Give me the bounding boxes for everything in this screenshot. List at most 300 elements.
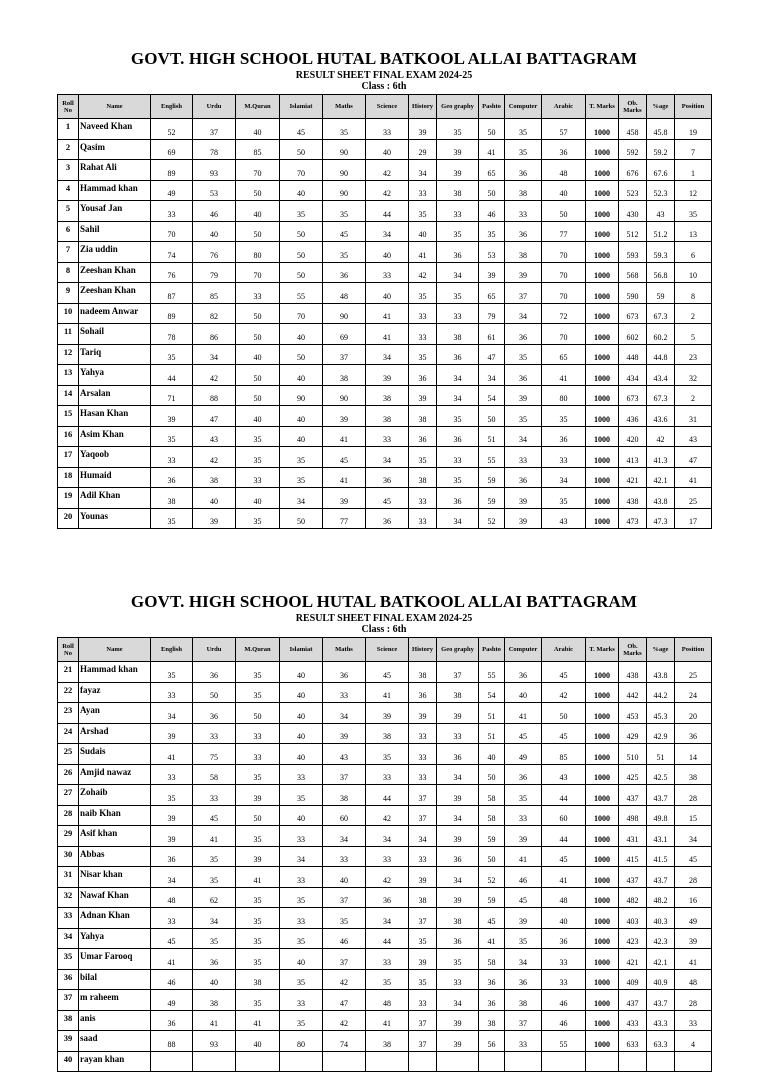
table-row (58, 846, 712, 867)
cell-urdu: 36 (193, 949, 236, 970)
cell-name: Yousaf Jan (79, 201, 151, 222)
cell-m-quran: 35 (236, 662, 280, 683)
cell-m-quran: 40 (236, 1031, 280, 1052)
cell-m-quran: 35 (236, 908, 280, 929)
cell-name: Asim Khan (79, 426, 151, 447)
cell-history: 34 (409, 826, 437, 847)
cell-urdu: 36 (193, 662, 236, 683)
cell-geography: 37 (437, 662, 479, 683)
cell-maths: 35 (323, 908, 366, 929)
cell-name: Sohail (79, 324, 151, 345)
cell-english: 35 (151, 785, 193, 806)
cell-name: Umar Farooq (79, 949, 151, 970)
cell-maths: 45 (323, 447, 366, 468)
cell-percentage: 43.4 (647, 365, 675, 386)
cell-urdu: 35 (193, 928, 236, 949)
cell-arabic: 45 (542, 723, 586, 744)
cell-computer: 35 (505, 139, 542, 160)
cell-computer: 35 (505, 928, 542, 949)
cell-science: 42 (366, 160, 409, 181)
cell-science: 33 (366, 262, 409, 283)
cell-computer: 39 (505, 826, 542, 847)
cell-obtained-marks: 431 (619, 826, 647, 847)
cell-total-marks: 1000 (586, 1010, 619, 1031)
col-header-m-quran: M.Quran (236, 95, 280, 119)
table-row (58, 826, 712, 847)
school-title: GOVT. HIGH SCHOOL HUTAL BATKOOL ALLAI BATTAGRAM (130, 592, 638, 611)
cell-arabic: 72 (542, 303, 586, 324)
cell-geography: 35 (437, 949, 479, 970)
cell-science: 33 (366, 846, 409, 867)
cell-name: m raheem (79, 990, 151, 1011)
cell-percentage: 43.6 (647, 406, 675, 427)
cell-position: 8 (675, 283, 712, 304)
cell-arabic: 70 (542, 324, 586, 345)
cell-arabic: 65 (542, 344, 586, 365)
table-row (58, 324, 712, 345)
cell-urdu: 42 (193, 365, 236, 386)
cell-arabic: 43 (542, 764, 586, 785)
cell-computer: 45 (505, 723, 542, 744)
cell-position: 41 (675, 467, 712, 488)
cell-urdu: 39 (193, 508, 236, 529)
cell-geography: 35 (437, 221, 479, 242)
cell-english: 39 (151, 723, 193, 744)
cell-obtained-marks: 453 (619, 703, 647, 724)
cell-english: 36 (151, 846, 193, 867)
cell-islamiat: 40 (280, 949, 323, 970)
cell-percentage: 43.1 (647, 826, 675, 847)
cell-position: 49 (675, 908, 712, 929)
result-sheet-1 (0, 48, 768, 526)
cell-arabic: 35 (542, 488, 586, 509)
cell-percentage: 47.3 (647, 508, 675, 529)
cell-m-quran: 38 (236, 969, 280, 990)
cell-english: 89 (151, 303, 193, 324)
cell-percentage: 40.9 (647, 969, 675, 990)
cell-science: 45 (366, 662, 409, 683)
cell-english: 87 (151, 283, 193, 304)
cell-computer: 39 (505, 908, 542, 929)
col-header-total-marks: T. Marks (586, 95, 619, 119)
cell-urdu: 79 (193, 262, 236, 283)
table-row (58, 303, 712, 324)
cell-geography: 34 (437, 365, 479, 386)
cell-pashto: 50 (479, 180, 505, 201)
cell-total-marks (586, 1051, 619, 1072)
cell-name: Arshad (79, 723, 151, 744)
table-row (58, 283, 712, 304)
cell-islamiat: 50 (280, 344, 323, 365)
cell-urdu: 42 (193, 447, 236, 468)
cell-science: 34 (366, 221, 409, 242)
cell-science: 34 (366, 826, 409, 847)
cell-english: 33 (151, 447, 193, 468)
cell-percentage: 59.2 (647, 139, 675, 160)
cell-obtained-marks: 403 (619, 908, 647, 929)
col-header-history: History (409, 95, 437, 119)
cell-position: 48 (675, 969, 712, 990)
cell-computer: 34 (505, 303, 542, 324)
cell-position: 38 (675, 764, 712, 785)
cell-total-marks: 1000 (586, 201, 619, 222)
cell-percentage: 42.1 (647, 467, 675, 488)
cell-name: Tariq (79, 344, 151, 365)
cell-maths: 37 (323, 344, 366, 365)
cell-history: 38 (409, 467, 437, 488)
cell-pashto: 58 (479, 949, 505, 970)
cell-geography: 33 (437, 303, 479, 324)
cell-total-marks: 1000 (586, 826, 619, 847)
cell-name: Rahat Ali (79, 160, 151, 181)
cell-maths: 35 (323, 119, 366, 140)
cell-total-marks: 1000 (586, 447, 619, 468)
cell-name: Hammad khan (79, 180, 151, 201)
cell-arabic: 50 (542, 201, 586, 222)
cell-name: Sahil (79, 221, 151, 242)
col-header-maths: Maths (323, 95, 366, 119)
cell-total-marks: 1000 (586, 119, 619, 140)
cell-computer: 34 (505, 426, 542, 447)
cell-maths: 46 (323, 928, 366, 949)
cell-roll-no: 15 (58, 406, 79, 427)
cell-arabic: 36 (542, 139, 586, 160)
cell-urdu: 78 (193, 139, 236, 160)
cell-name: Yahya (79, 928, 151, 949)
cell-name: Sudais (79, 744, 151, 765)
cell-history: 33 (409, 990, 437, 1011)
cell-roll-no: 9 (58, 283, 79, 304)
cell-roll-no: 8 (58, 262, 79, 283)
cell-arabic: 70 (542, 242, 586, 263)
table-row (58, 447, 712, 468)
cell-history: 40 (409, 221, 437, 242)
cell-name: Hasan Khan (79, 406, 151, 427)
cell-computer: 36 (505, 969, 542, 990)
cell-name: Nawaf Khan (79, 887, 151, 908)
cell-m-quran: 35 (236, 682, 280, 703)
cell-name: Zeeshan Khan (79, 262, 151, 283)
cell-position: 36 (675, 723, 712, 744)
cell-total-marks: 1000 (586, 969, 619, 990)
cell-islamiat: 80 (280, 1031, 323, 1052)
cell-maths: 33 (323, 682, 366, 703)
cell-arabic: 34 (542, 467, 586, 488)
col-header-percentage: %age (647, 638, 675, 662)
cell-total-marks: 1000 (586, 365, 619, 386)
cell-pashto: 40 (479, 744, 505, 765)
result-table (57, 94, 712, 529)
table-row (58, 365, 712, 386)
cell-history (409, 1051, 437, 1072)
cell-maths: 39 (323, 406, 366, 427)
cell-computer: 36 (505, 221, 542, 242)
cell-total-marks: 1000 (586, 406, 619, 427)
cell-m-quran: 40 (236, 119, 280, 140)
cell-computer: 37 (505, 283, 542, 304)
cell-science: 34 (366, 447, 409, 468)
cell-islamiat: 40 (280, 406, 323, 427)
cell-position: 45 (675, 846, 712, 867)
cell-maths: 36 (323, 662, 366, 683)
cell-computer: 35 (505, 785, 542, 806)
table-row (58, 682, 712, 703)
cell-total-marks: 1000 (586, 887, 619, 908)
cell-name: saad (79, 1031, 151, 1052)
cell-total-marks: 1000 (586, 662, 619, 683)
cell-geography: 35 (437, 406, 479, 427)
cell-roll-no: 11 (58, 324, 79, 345)
cell-obtained-marks: 425 (619, 764, 647, 785)
cell-english: 46 (151, 969, 193, 990)
cell-m-quran: 50 (236, 703, 280, 724)
cell-geography: 39 (437, 703, 479, 724)
cell-percentage: 56.8 (647, 262, 675, 283)
cell-science: 38 (366, 406, 409, 427)
cell-obtained-marks: 676 (619, 160, 647, 181)
col-header-computer: Computer (505, 95, 542, 119)
cell-pashto: 59 (479, 488, 505, 509)
cell-english: 39 (151, 406, 193, 427)
cell-islamiat: 40 (280, 662, 323, 683)
cell-arabic: 48 (542, 160, 586, 181)
cell-arabic: 36 (542, 928, 586, 949)
cell-position: 10 (675, 262, 712, 283)
cell-english: 39 (151, 826, 193, 847)
cell-pashto: 51 (479, 723, 505, 744)
cell-islamiat: 40 (280, 426, 323, 447)
cell-islamiat: 33 (280, 908, 323, 929)
cell-total-marks: 1000 (586, 180, 619, 201)
cell-total-marks: 1000 (586, 344, 619, 365)
col-header-english: English (151, 638, 193, 662)
cell-name: anis (79, 1010, 151, 1031)
cell-percentage: 44.8 (647, 344, 675, 365)
cell-arabic: 46 (542, 1010, 586, 1031)
cell-history: 37 (409, 1031, 437, 1052)
cell-urdu: 88 (193, 385, 236, 406)
cell-computer: 35 (505, 119, 542, 140)
cell-percentage: 43.7 (647, 785, 675, 806)
cell-obtained-marks: 602 (619, 324, 647, 345)
cell-name: Asif khan (79, 826, 151, 847)
cell-urdu (193, 1051, 236, 1072)
cell-percentage: 49.8 (647, 805, 675, 826)
cell-roll-no: 36 (58, 969, 79, 990)
cell-history: 33 (409, 723, 437, 744)
table-row (58, 744, 712, 765)
col-header-obtained-marks: Ob. Marks (619, 638, 647, 662)
cell-total-marks: 1000 (586, 303, 619, 324)
cell-computer: 35 (505, 344, 542, 365)
cell-urdu: 35 (193, 867, 236, 888)
cell-arabic: 60 (542, 805, 586, 826)
cell-computer: 33 (505, 201, 542, 222)
table-row (58, 662, 712, 683)
cell-total-marks: 1000 (586, 846, 619, 867)
cell-islamiat: 40 (280, 703, 323, 724)
cell-islamiat: 35 (280, 928, 323, 949)
cell-roll-no: 18 (58, 467, 79, 488)
cell-islamiat: 35 (280, 785, 323, 806)
cell-arabic: 50 (542, 703, 586, 724)
cell-geography: 36 (437, 344, 479, 365)
cell-history: 38 (409, 406, 437, 427)
cell-geography: 38 (437, 324, 479, 345)
cell-m-quran: 33 (236, 744, 280, 765)
cell-obtained-marks (619, 1051, 647, 1072)
cell-position: 15 (675, 805, 712, 826)
cell-geography: 34 (437, 867, 479, 888)
cell-arabic: 40 (542, 180, 586, 201)
cell-name: Qasim (79, 139, 151, 160)
cell-islamiat: 55 (280, 283, 323, 304)
cell-urdu: 40 (193, 488, 236, 509)
table-row (58, 1010, 712, 1031)
cell-urdu: 33 (193, 723, 236, 744)
cell-name: Adil Khan (79, 488, 151, 509)
cell-total-marks: 1000 (586, 488, 619, 509)
table-row (58, 908, 712, 929)
cell-m-quran: 41 (236, 867, 280, 888)
cell-arabic: 77 (542, 221, 586, 242)
cell-english: 34 (151, 703, 193, 724)
cell-science: 35 (366, 969, 409, 990)
cell-geography: 33 (437, 447, 479, 468)
cell-percentage: 42.3 (647, 928, 675, 949)
cell-urdu: 45 (193, 805, 236, 826)
cell-position: 24 (675, 682, 712, 703)
cell-total-marks: 1000 (586, 221, 619, 242)
cell-obtained-marks: 512 (619, 221, 647, 242)
cell-history: 33 (409, 180, 437, 201)
col-header-arabic: Arabic (542, 95, 586, 119)
cell-science: 44 (366, 785, 409, 806)
cell-roll-no: 14 (58, 385, 79, 406)
table-row (58, 990, 712, 1011)
cell-history: 34 (409, 160, 437, 181)
cell-percentage: 43.7 (647, 990, 675, 1011)
cell-obtained-marks: 592 (619, 139, 647, 160)
cell-pashto: 41 (479, 928, 505, 949)
cell-geography: 36 (437, 846, 479, 867)
cell-percentage: 43.3 (647, 1010, 675, 1031)
cell-percentage: 59.3 (647, 242, 675, 263)
cell-english: 70 (151, 221, 193, 242)
cell-position: 19 (675, 119, 712, 140)
cell-obtained-marks: 590 (619, 283, 647, 304)
cell-obtained-marks: 442 (619, 682, 647, 703)
cell-islamiat: 35 (280, 1010, 323, 1031)
cell-position: 28 (675, 785, 712, 806)
cell-computer: 38 (505, 990, 542, 1011)
cell-science: 35 (366, 744, 409, 765)
cell-history: 33 (409, 508, 437, 529)
cell-name: fayaz (79, 682, 151, 703)
cell-position: 14 (675, 744, 712, 765)
cell-obtained-marks: 473 (619, 508, 647, 529)
cell-name: Arsalan (79, 385, 151, 406)
cell-computer: 39 (505, 262, 542, 283)
cell-total-marks: 1000 (586, 1031, 619, 1052)
exam-subtitle: RESULT SHEET FINAL EXAM 2024-25 (295, 70, 473, 81)
cell-maths: 36 (323, 262, 366, 283)
cell-islamiat: 35 (280, 467, 323, 488)
cell-history: 33 (409, 324, 437, 345)
cell-science: 42 (366, 180, 409, 201)
table-row (58, 508, 712, 529)
cell-m-quran: 35 (236, 447, 280, 468)
cell-roll-no: 12 (58, 344, 79, 365)
cell-pashto: 54 (479, 385, 505, 406)
cell-percentage: 45.3 (647, 703, 675, 724)
cell-history: 39 (409, 949, 437, 970)
cell-roll-no: 19 (58, 488, 79, 509)
table-row (58, 406, 712, 427)
cell-roll-no: 24 (58, 723, 79, 744)
cell-position: 32 (675, 365, 712, 386)
cell-geography: 39 (437, 785, 479, 806)
cell-maths: 41 (323, 467, 366, 488)
cell-percentage: 42 (647, 426, 675, 447)
cell-percentage: 59 (647, 283, 675, 304)
cell-maths: 38 (323, 785, 366, 806)
cell-maths: 90 (323, 385, 366, 406)
cell-position: 16 (675, 887, 712, 908)
table-row (58, 201, 712, 222)
cell-history: 37 (409, 1010, 437, 1031)
cell-pashto: 50 (479, 119, 505, 140)
cell-name: rayan khan (79, 1051, 151, 1072)
cell-total-marks: 1000 (586, 703, 619, 724)
result-sheet-2 (0, 591, 768, 1064)
cell-pashto (479, 1051, 505, 1072)
cell-total-marks: 1000 (586, 242, 619, 263)
cell-computer: 34 (505, 949, 542, 970)
cell-islamiat: 33 (280, 826, 323, 847)
cell-obtained-marks: 409 (619, 969, 647, 990)
cell-islamiat (280, 1051, 323, 1072)
table-row (58, 1051, 712, 1072)
cell-geography: 34 (437, 385, 479, 406)
cell-islamiat: 40 (280, 180, 323, 201)
cell-name: Yaqoob (79, 447, 151, 468)
cell-position: 25 (675, 488, 712, 509)
cell-maths: 69 (323, 324, 366, 345)
cell-obtained-marks: 421 (619, 949, 647, 970)
cell-science: 36 (366, 887, 409, 908)
cell-maths: 43 (323, 744, 366, 765)
cell-roll-no: 22 (58, 682, 79, 703)
cell-position: 13 (675, 221, 712, 242)
cell-computer: 38 (505, 242, 542, 263)
cell-islamiat: 40 (280, 682, 323, 703)
cell-urdu: 38 (193, 990, 236, 1011)
cell-computer (505, 1051, 542, 1072)
cell-position (675, 1051, 712, 1072)
cell-roll-no: 25 (58, 744, 79, 765)
cell-roll-no: 29 (58, 826, 79, 847)
cell-total-marks: 1000 (586, 990, 619, 1011)
cell-maths: 34 (323, 826, 366, 847)
table-row (58, 867, 712, 888)
cell-science: 42 (366, 867, 409, 888)
cell-obtained-marks: 420 (619, 426, 647, 447)
cell-name: Nisar khan (79, 867, 151, 888)
cell-arabic: 42 (542, 682, 586, 703)
cell-computer: 49 (505, 744, 542, 765)
cell-roll-no: 6 (58, 221, 79, 242)
